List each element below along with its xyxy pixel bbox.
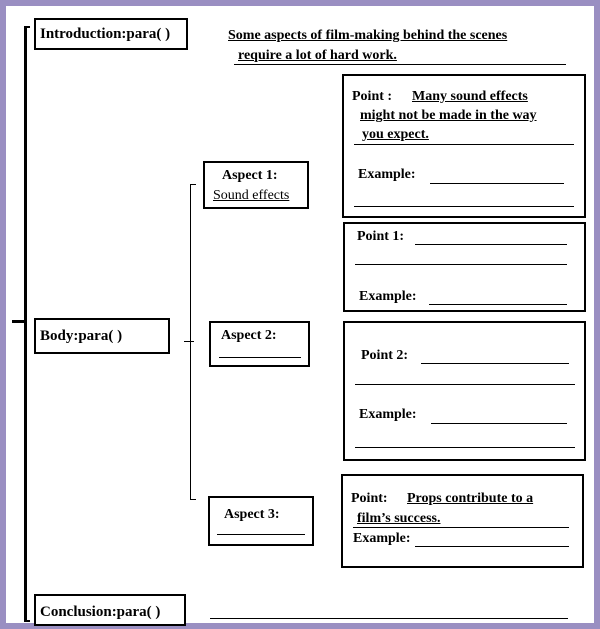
main-bracket [24, 26, 27, 622]
aspect-1-box [203, 161, 309, 209]
point-3-blank [421, 363, 569, 364]
aspects-bracket-top [190, 184, 196, 185]
aspect-1-value: Sound effects [213, 188, 290, 203]
point-3-example-blank [431, 423, 567, 424]
point-2-label: Point 1: [357, 229, 405, 244]
main-bracket-bottom-tick [24, 620, 30, 622]
point-1-text-line1: Many sound effects [412, 89, 528, 104]
point-box-1 [342, 74, 586, 218]
worksheet [6, 6, 594, 623]
point-1-example-label: Example: [358, 167, 416, 182]
point-2-example-blank [429, 304, 567, 305]
point-1-underline [354, 144, 574, 145]
point-1-example-blank [430, 183, 564, 184]
aspect-1-label: Aspect 1: [222, 168, 278, 183]
aspect-2-label: Aspect 2: [221, 328, 277, 343]
introduction-underline [234, 64, 566, 65]
body-connector [184, 341, 194, 342]
body-box [34, 318, 170, 354]
point-4-example-blank [415, 546, 569, 547]
point-3-blank-2 [355, 384, 575, 385]
point-box-4 [341, 474, 584, 568]
point-4-text-line1: Props contribute to a [407, 491, 534, 506]
point-4-label: Point: [351, 491, 388, 506]
point-1-example-blank-2 [354, 206, 574, 207]
introduction-box [34, 18, 188, 50]
introduction-text-line1: Some aspects of film-making behind the scenes [228, 28, 508, 43]
main-bracket-middle-tick [12, 320, 26, 323]
aspect-2-blank [219, 357, 301, 358]
point-box-3 [343, 321, 586, 461]
point-3-label: Point 2: [361, 348, 409, 363]
point-4-example-label: Example: [353, 531, 411, 546]
point-4-text-line2: film’s success. [357, 511, 441, 526]
point-1-text-line2: might not be made in the way [360, 108, 537, 123]
point-4-underline [353, 527, 569, 528]
aspects-bracket [190, 184, 191, 500]
point-2-example-label: Example: [359, 289, 417, 304]
conclusion-label: Conclusion:para( ) [40, 604, 161, 620]
aspects-bracket-bottom [190, 499, 196, 500]
point-1-label: Point : [352, 89, 393, 104]
aspect-2-box [209, 321, 310, 367]
introduction-text-line2: require a lot of hard work. [238, 48, 397, 63]
aspect-3-blank [217, 534, 305, 535]
body-label: Body:para( ) [40, 328, 123, 344]
point-2-blank [415, 244, 567, 245]
point-2-blank-2 [355, 264, 567, 265]
point-1-text-line3: you expect. [362, 127, 429, 142]
point-box-2 [343, 222, 586, 312]
point-3-example-label: Example: [359, 407, 417, 422]
main-bracket-top-tick [24, 26, 30, 28]
conclusion-box [34, 594, 186, 626]
aspect-3-label: Aspect 3: [224, 507, 280, 522]
introduction-label: Introduction:para( ) [40, 26, 171, 42]
aspect-3-box [208, 496, 314, 546]
conclusion-blank [210, 618, 568, 619]
point-3-example-blank-2 [355, 447, 575, 448]
